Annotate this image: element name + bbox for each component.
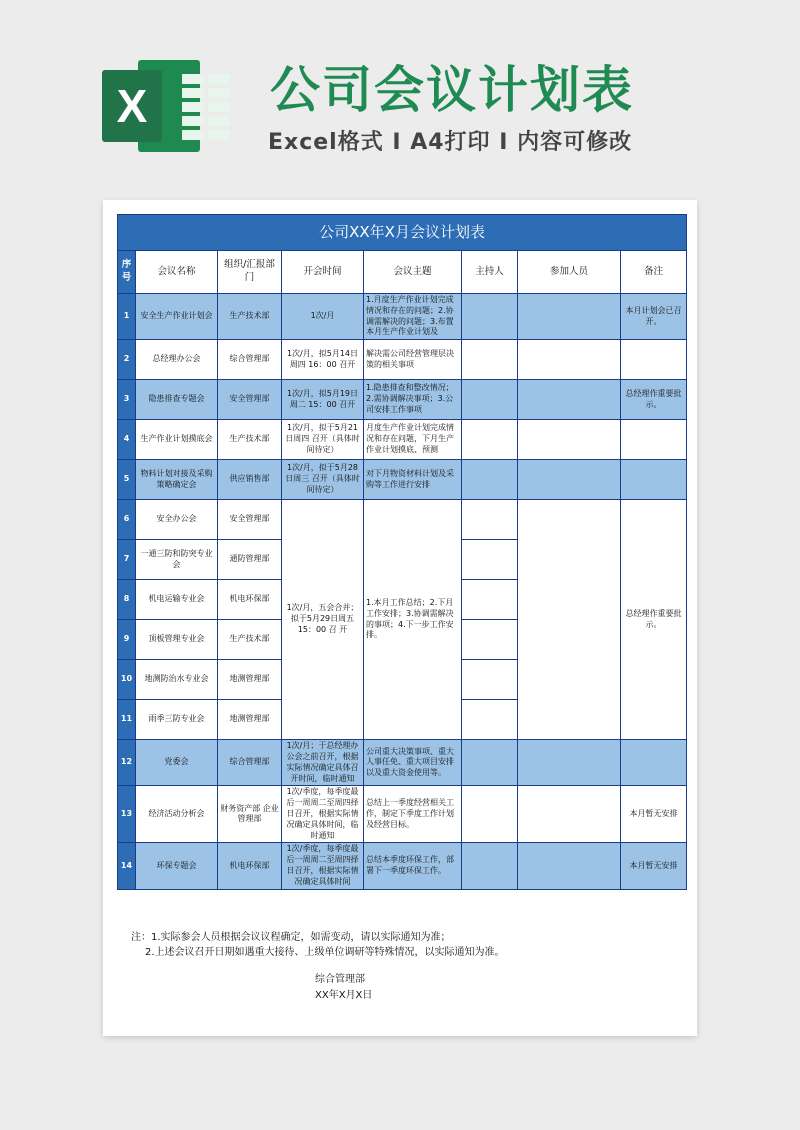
table-title: 公司XX年X月会议计划表	[118, 215, 687, 251]
meeting-host	[462, 660, 518, 700]
col-header-name: 会议名称	[136, 251, 218, 294]
table-row	[118, 380, 687, 420]
table-row	[118, 740, 687, 786]
banner-title: 公司会议计划表	[270, 61, 634, 119]
meeting-dept: 机电环保部	[218, 843, 282, 889]
row-number: 4	[118, 420, 136, 460]
meeting-name: 党委会	[136, 740, 218, 786]
document-sheet	[103, 200, 697, 1036]
meeting-name: 雨季三防专业会	[136, 700, 218, 740]
merged-meeting-note: 总经理作重要批示。	[621, 500, 687, 740]
meeting-dept: 财务资产部 企业管理部	[218, 786, 282, 843]
meeting-people	[518, 460, 621, 500]
merged-meeting-time: 1次/月，五会合并；拟于5月29日周五15：00 召 开	[282, 500, 364, 740]
meeting-dept: 地测管理部	[218, 700, 282, 740]
row-number: 7	[118, 540, 136, 580]
row-number: 13	[118, 786, 136, 843]
col-header-host: 主持人	[462, 251, 518, 294]
meeting-name: 生产作业计划摸底会	[136, 420, 218, 460]
meeting-time: 1次/季度，每季度最后一周周二至周四择日召开，根据实际情况确定具体时间	[282, 843, 364, 889]
meeting-topic: 1.月度生产作业计划完成情况和存在的问题；2.协调需解决的问题；3.布置本月生产作业计划及	[364, 294, 462, 340]
meeting-dept: 生产技术部	[218, 620, 282, 660]
meeting-name: 机电运输专业会	[136, 580, 218, 620]
merged-meeting-people	[518, 500, 621, 740]
meeting-people	[518, 843, 621, 889]
table-row	[118, 500, 687, 540]
meeting-host	[462, 786, 518, 843]
row-number: 14	[118, 843, 136, 889]
meeting-host	[462, 580, 518, 620]
meeting-people	[518, 340, 621, 380]
meeting-topic: 总结上一季度经营相关工作，制定下季度工作计划及经营目标。	[364, 786, 462, 843]
row-number: 9	[118, 620, 136, 660]
meeting-name: 一通三防和防突专业会	[136, 540, 218, 580]
meeting-time: 1次/月，拟5月14日周四 16：00 召开	[282, 340, 364, 380]
meeting-name: 物料计划对接及采购策略确定会	[136, 460, 218, 500]
signature-date: XX年X月X日	[315, 990, 373, 1001]
meeting-host	[462, 620, 518, 660]
meeting-note: 本月暂无安排	[621, 843, 687, 889]
meeting-host	[462, 420, 518, 460]
col-header-time: 开会时间	[282, 251, 364, 294]
row-number: 2	[118, 340, 136, 380]
meeting-people	[518, 786, 621, 843]
row-number: 10	[118, 660, 136, 700]
meeting-host	[462, 380, 518, 420]
col-header-note: 备注	[621, 251, 687, 294]
meeting-host	[462, 700, 518, 740]
meeting-name: 地测防治水专业会	[136, 660, 218, 700]
meeting-people	[518, 294, 621, 340]
row-number: 3	[118, 380, 136, 420]
meeting-people	[518, 380, 621, 420]
meeting-topic: 对下月物资材料计划及采购等工作进行安排	[364, 460, 462, 500]
row-number: 6	[118, 500, 136, 540]
row-number: 11	[118, 700, 136, 740]
banner	[0, 0, 800, 195]
meeting-name: 安全办公会	[136, 500, 218, 540]
meeting-note	[621, 740, 687, 786]
meeting-name: 顶板管理专业会	[136, 620, 218, 660]
meeting-host	[462, 340, 518, 380]
meeting-name: 总经理办公会	[136, 340, 218, 380]
meeting-dept: 供应销售部	[218, 460, 282, 500]
table-row	[118, 294, 687, 340]
footer-note-2: 2.上述会议召开日期如遇重大接待、上级单位调研等特殊情况，以实际通知为准。	[145, 947, 505, 958]
col-header-topic: 会议主题	[364, 251, 462, 294]
col-header-people: 参加人员	[518, 251, 621, 294]
meeting-time: 1次/月；于总经理办公会之前召开，根据实际情况确定具体召开时间，临时通知	[282, 740, 364, 786]
signature-block	[315, 972, 372, 1004]
meeting-dept: 生产技术部	[218, 420, 282, 460]
meeting-time: 1次/月，拟于5月21日周四 召开（具体时间待定）	[282, 420, 364, 460]
meeting-time: 1次/季度，每季度最后一周周二至周四择日召开，根据实际情况确定具体时间，临时通知	[282, 786, 364, 843]
table-row	[118, 786, 687, 843]
row-number: 12	[118, 740, 136, 786]
meeting-dept: 安全管理部	[218, 500, 282, 540]
col-header-no: 序号	[118, 251, 136, 294]
meeting-topic: 解决需公司经营管理层决策的相关事项	[364, 340, 462, 380]
meeting-note: 本月计划会已召开。	[621, 294, 687, 340]
meeting-name: 安全生产作业计划会	[136, 294, 218, 340]
meeting-host	[462, 740, 518, 786]
meeting-host	[462, 540, 518, 580]
logo-letter: X	[102, 70, 162, 142]
meeting-note	[621, 340, 687, 380]
meeting-note: 总经理作重要批示。	[621, 380, 687, 420]
meeting-note	[621, 420, 687, 460]
meeting-dept: 生产技术部	[218, 294, 282, 340]
merged-meeting-topic: 1.本月工作总结；2.下月工作安排；3.协调需解决的事项；4.下一步工作安排。	[364, 500, 462, 740]
meeting-topic: 公司重大决策事项、重大人事任免、重大项目安排以及重大资金使用等。	[364, 740, 462, 786]
footer-note-1: 注：1.实际参会人员根据会议议程确定，如需变动，请以实际通知为准；	[131, 932, 451, 943]
meeting-dept: 通防管理部	[218, 540, 282, 580]
meeting-dept: 地测管理部	[218, 660, 282, 700]
meeting-name: 隐患排查专题会	[136, 380, 218, 420]
meeting-host	[462, 460, 518, 500]
meeting-topic: 总结本季度环保工作，部署下一季度环保工作。	[364, 843, 462, 889]
table-row	[118, 843, 687, 889]
meeting-people	[518, 420, 621, 460]
row-number: 5	[118, 460, 136, 500]
excel-logo-icon	[102, 56, 202, 156]
table-row	[118, 420, 687, 460]
meeting-host	[462, 843, 518, 889]
row-number: 8	[118, 580, 136, 620]
table-row	[118, 340, 687, 380]
banner-subtitle: Excel格式 I A4打印 I 内容可修改	[268, 130, 633, 155]
meeting-dept: 机电环保部	[218, 580, 282, 620]
meeting-people	[518, 740, 621, 786]
meeting-name: 经济活动分析会	[136, 786, 218, 843]
meeting-time: 1次/月，拟于5月28日周三 召开（具体时间待定）	[282, 460, 364, 500]
signature-dept: 综合管理部	[315, 974, 365, 985]
table-row	[118, 460, 687, 500]
col-header-dept: 组织/汇报部门	[218, 251, 282, 294]
meeting-host	[462, 294, 518, 340]
meeting-note	[621, 460, 687, 500]
meeting-host	[462, 500, 518, 540]
footer-notes	[131, 930, 505, 960]
meeting-dept: 综合管理部	[218, 340, 282, 380]
meeting-dept: 安全管理部	[218, 380, 282, 420]
meeting-name: 环保专题会	[136, 843, 218, 889]
row-number: 1	[118, 294, 136, 340]
meeting-topic: 月度生产作业计划完成情况和存在问题，下月生产作业计划摸底、预测	[364, 420, 462, 460]
meeting-time: 1次/月	[282, 294, 364, 340]
meeting-plan-table	[117, 214, 687, 890]
meeting-time: 1次/月，拟5月19日周二 15：00 召开	[282, 380, 364, 420]
meeting-topic: 1.隐患排查和整改情况；2.需协调解决事项；3.公司安排工作事项	[364, 380, 462, 420]
meeting-note: 本月暂无安排	[621, 786, 687, 843]
meeting-dept: 综合管理部	[218, 740, 282, 786]
